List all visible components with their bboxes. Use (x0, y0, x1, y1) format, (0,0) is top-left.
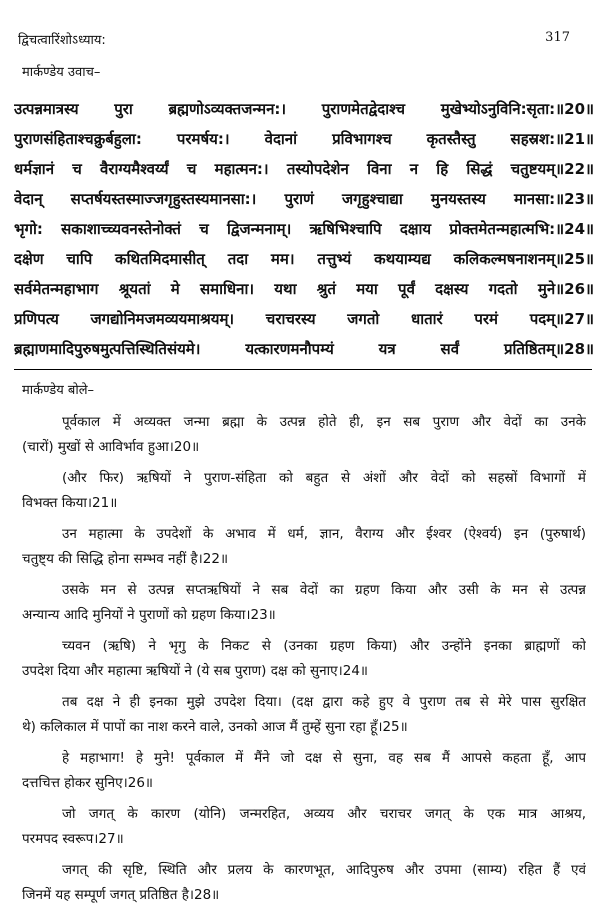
paragraph-line: (चारों) मुखों से आविर्भाव हुआ।20॥ (22, 439, 200, 455)
paragraph-line: उन महात्मा के उपदेशों के अभाव में धर्म, ज्ञान, वैराग्य और ईश्वर (ऐश्वर्य) इन (पुरुषार्थ) (62, 526, 586, 542)
translation-paragraph-21 (22, 466, 586, 516)
chapter-title: द्विचत्वारिंशोऽध्याय: (18, 33, 106, 48)
verse-23: वेदान् सप्तर्षयस्तस्माज्जगृहुस्तस्यमानसा:। पुराणं जगृहुश्चाद्या मुनयस्तस्य मानसा:॥23॥ (14, 190, 594, 208)
translation-paragraph-25 (22, 690, 586, 740)
paragraph-line: दत्तचित्त होकर सुनिए।26॥ (22, 775, 153, 791)
page-header (18, 30, 570, 52)
translation-paragraph-26 (22, 746, 586, 796)
verse-20: उत्पन्नमात्रस्य पुरा ब्रह्मणोऽव्यक्तजन्मन:। पुराणमेतद्वेदाश्च मुखेभ्योऽनुविनि:सृता:॥20॥ (14, 100, 594, 118)
paragraph-line: (और फिर) ऋषियों ने पुराण-संहिता को बहुत से अंशों और वेदों को सहस्रों विभागों में (62, 470, 586, 486)
sanskrit-verses (14, 94, 594, 364)
paragraph-line: उपदेश दिया और महात्मा ऋषियों ने (ये सब पुराण) दक्ष को सुनाए।24॥ (22, 663, 368, 679)
paragraph-line: च्यवन (ऋषि) ने भृगु के निकट से (उनका ग्रहण किया) और उन्होंने इनका ब्राह्मणों को (62, 638, 586, 654)
paragraph-line: जो जगत् के कारण (योनि) जन्मरहित, अव्यय और चराचर जगत् के एक मात्र आश्रय, (62, 806, 586, 822)
paragraph-line: हे महाभाग! हे मुने! पूर्वकाल में मैंने जो दक्ष से सुना, वह सब मैं आपसे कहता हूँ, आप (62, 750, 586, 766)
paragraph-line: थे) कलिकाल में पापों का नाश करने वाले, उनको आज मैं तुम्हें सुना रहा हूँ।25॥ (22, 719, 408, 735)
paragraph-line: विभक्त किया।21॥ (22, 495, 118, 511)
section-divider (14, 369, 592, 370)
translation-paragraph-24 (22, 634, 586, 684)
verse-22: धर्मज्ञानं च वैराग्यमैश्वर्य्यं च महात्मन:। तस्योपदेशेन विना न हि सिद्धं चतुष्टयम्॥22॥ (14, 160, 594, 178)
verse-24: भृगो: सकाशाच्च्यवनस्तेनोक्तं च द्विजन्मनाम्। ऋषिभिश्चापि दक्षाय प्रोक्तमेतन्महात्मभि:॥24॥ (14, 220, 594, 238)
paragraph-line: चतुष्ट्य की सिद्धि होना सम्भव नहीं है।22॥ (22, 551, 229, 567)
paragraph-line: तब दक्ष ने ही इनका मुझे उपदेश दिया। (दक्ष द्वारा कहे हुए वे पुराण तब से मेरे पास सुरक्षित (62, 694, 586, 710)
verse-25: दक्षेण चापि कथितमिदमासीत् तदा मम। तत्तुभ्यं कथयाम्यद्य कलिकल्मषनाशनम्॥25॥ (14, 250, 594, 268)
sanskrit-speaker-label: मार्कण्डेय उवाच– (22, 65, 101, 80)
paragraph-line: जगत् की सृष्टि, स्थिति और प्रलय के कारणभूत, आदिपुरुष और उपमा (साम्य) रहित हैं एवं (62, 862, 586, 878)
verse-28: ब्रह्माणमादिपुरुषमुत्पत्तिस्थितिसंयमे। यत्कारणमनौपम्यं यत्र सर्वं प्रतिष्ठितम्॥28॥ (14, 340, 594, 358)
verse-26: सर्वमेतन्महाभाग श्रूयतां मे समाधिना। यथा श्रुतं मया पूर्वं दक्षस्य गदतो मुने॥26॥ (14, 280, 594, 298)
translation-paragraph-23 (22, 578, 586, 628)
paragraph-line: परमपद स्वरूप।27॥ (22, 831, 124, 847)
paragraph-line: जिनमें यह सम्पूर्ण जगत् प्रतिष्ठित है।28॥ (22, 887, 220, 903)
translation-paragraph-22 (22, 522, 586, 572)
translation-paragraph-28 (22, 858, 586, 908)
paragraph-line: पूर्वकाल में अव्यक्त जन्मा ब्रह्मा के उत्पन्न होते ही, इन सब पुराण और वेदों का उनके (62, 414, 586, 430)
verse-27: प्रणिपत्य जगद्योनिमजमव्ययमाश्रयम्। चराचरस्य जगतो धातारं परमं पदम्॥27॥ (14, 310, 594, 328)
paragraph-line: उसके मन से उत्पन्न सप्तऋषियों ने सब वेदों का ग्रहण किया और उसी के मन से उत्पन्न (62, 582, 586, 598)
hindi-translation (22, 410, 586, 914)
paragraph-line: अन्यान्य आदि मुनियों ने पुराणों को ग्रहण किया।23॥ (22, 607, 276, 623)
hindi-speaker-label: मार्कण्डेय बोले– (22, 383, 95, 398)
verse-21: पुराणसंहिताश्चक्रुर्बहुला: परमर्षय:। वेदानां प्रविभागश्च कृतस्तैस्तु सहस्रश:॥21॥ (14, 130, 594, 148)
translation-paragraph-20 (22, 410, 586, 460)
page-number: 317 (545, 30, 570, 45)
translation-paragraph-27 (22, 802, 586, 852)
